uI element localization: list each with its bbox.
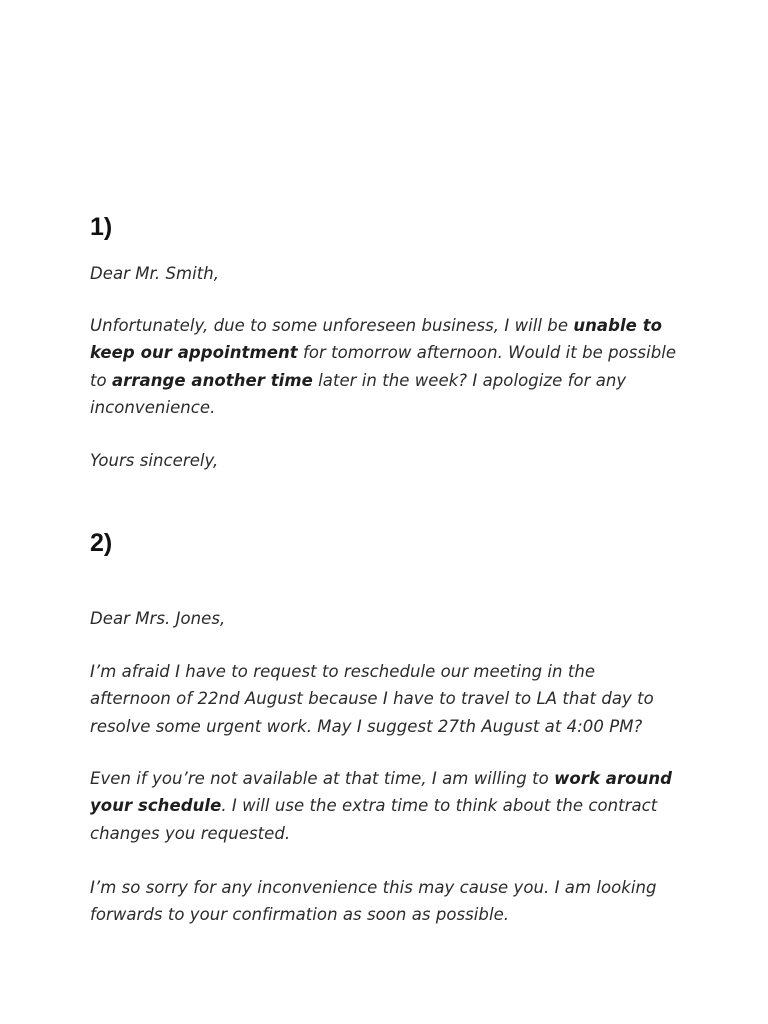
letter-2-paragraph-1: I’m afraid I have to request to reschedule our meeting in the afternoon of 22nd August because I have to travel to LA that day to resolve some urgent work. May I suggest 27th August at 4:00 PM? [90,662,654,736]
letter-2-paragraph-2-text-2: . I will use the extra time to think about the contract changes you requested. [90,796,658,843]
letter-2-number: 2) [90,529,113,557]
letter-2-paragraph-2-text-1: Even if you’re not available at that time, I am willing to [90,769,555,788]
letter-2-paragraph-3: I’m so sorry for any inconvenience this may cause you. I am looking forwards to your confirmation as soon as possible. [90,878,657,925]
letter-2-paragraph-2 [90,765,680,847]
letter-1-body [90,312,680,421]
letter-1-salutation: Dear Mr. Smith, [90,264,220,283]
letter-1-body-bold-1: unable to keep our appointment [90,316,663,363]
letter-2-salutation: Dear Mrs. Jones, [90,609,226,628]
letter-1-closing: Yours sincerely, [90,451,219,470]
letter-1-body-text-2: for tomorrow afternoon. Would it be possible to [90,343,677,390]
letter-1-body-text-1: Unfortunately, due to some unforeseen business, I will be [90,316,574,335]
letter-2-paragraph-2-bold-1: work around your schedule [90,769,672,816]
letter-1-body-bold-2: arrange another time [111,370,313,390]
letter-1-body-text-3: later in the week? I apologize for any inconvenience. [90,370,627,417]
letter-1-number: 1) [90,213,113,241]
